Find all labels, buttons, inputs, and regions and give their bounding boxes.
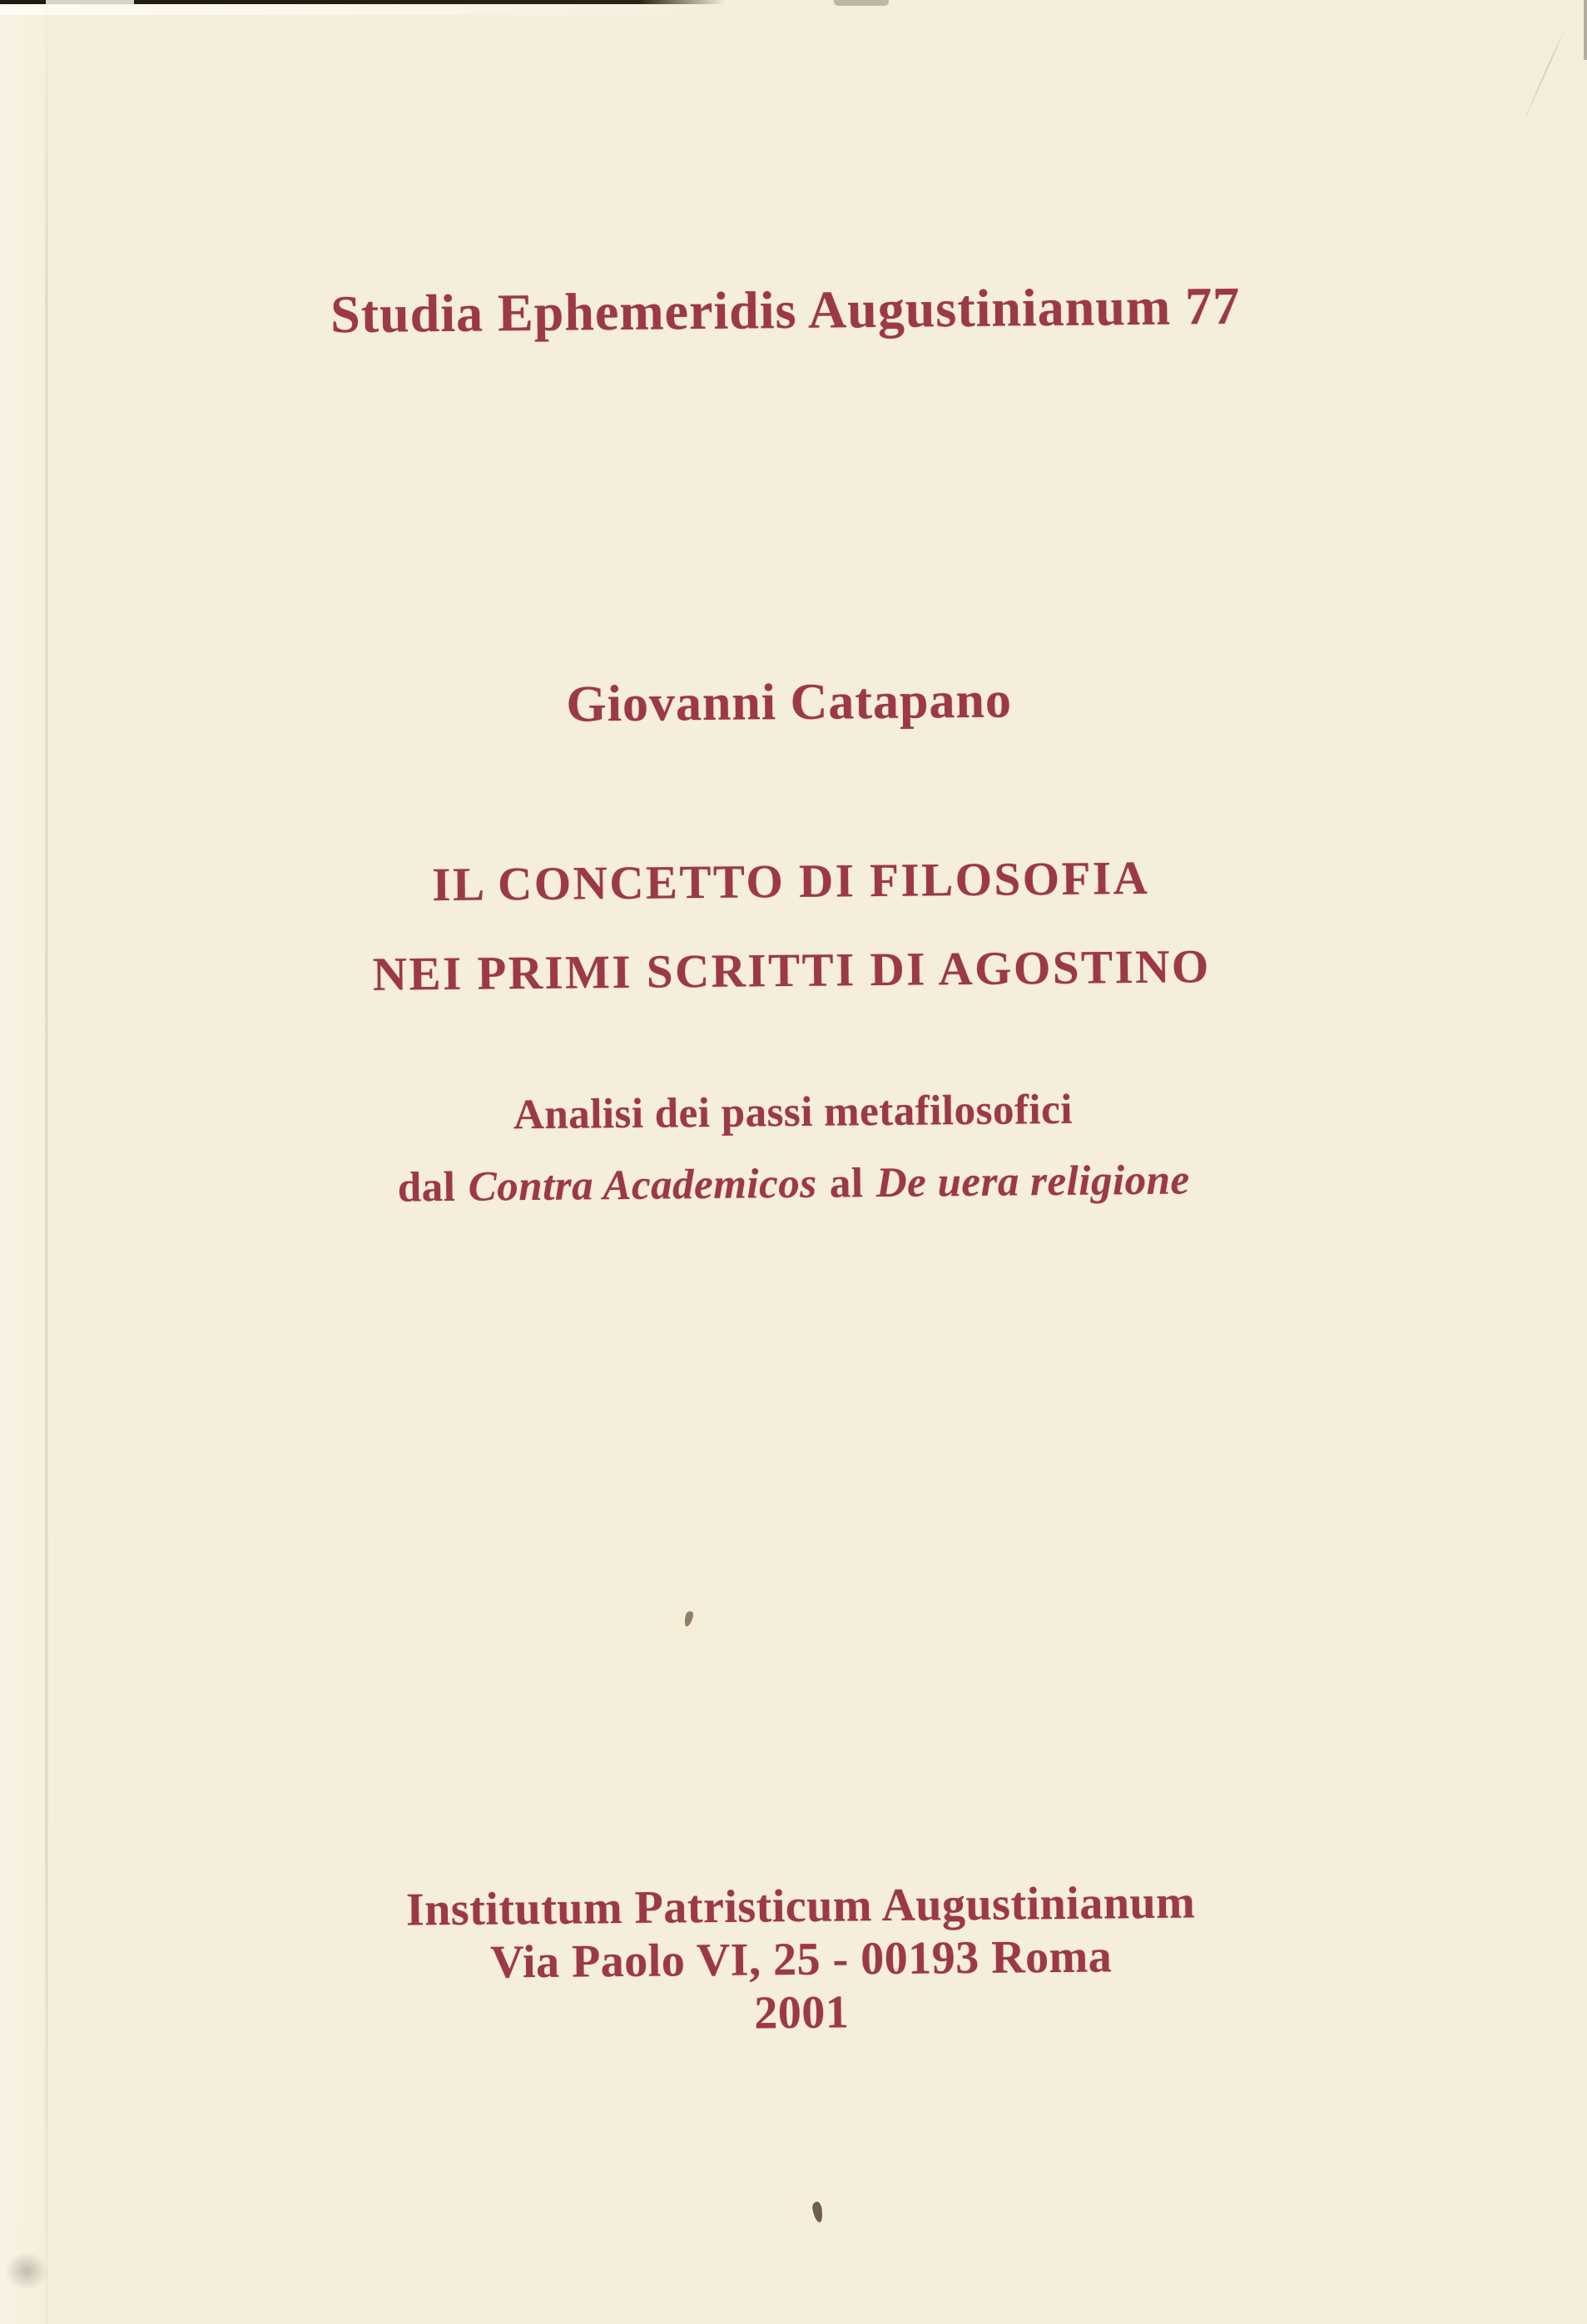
series-title: Studia Ephemeridis Augustinianum 77 <box>330 275 1241 344</box>
imprint <box>7 1872 1587 2047</box>
subtitle-line-2 <box>0 1141 1587 1227</box>
book-title-line-2: NEI PRIMI SCRITTI DI AGOSTINO <box>372 940 1212 1001</box>
publisher-address: Via Paolo VI, 25 - 00193 Roma <box>489 1930 1113 1989</box>
cited-work-de-uera-religione: De uera religione <box>875 1157 1190 1207</box>
subtitle-word-al: al <box>829 1160 864 1207</box>
book-title-line-1: IL CONCETTO DI FILOSOFIA <box>432 851 1150 912</box>
subtitle-line-1: Analisi dei passi metafilosofici <box>513 1086 1074 1139</box>
publisher-name: Institutum Patristicum Augustinianum <box>405 1876 1196 1936</box>
book-title <box>0 830 1585 1023</box>
publication-year: 2001 <box>754 1986 850 2039</box>
scan-right-edge-sliver <box>1584 0 1587 60</box>
subtitle-word-dal: dal <box>397 1163 456 1212</box>
author-name: Giovanni Catapano <box>566 671 1013 733</box>
subtitle <box>0 1069 1587 1227</box>
cited-work-contra-academicos: Contra Academicos <box>468 1160 817 1211</box>
